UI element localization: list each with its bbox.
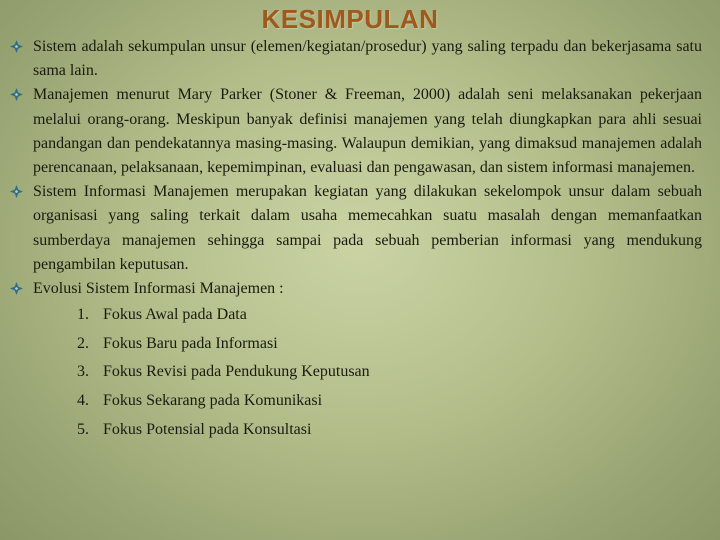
bullet-item	[10, 35, 702, 83]
list-item	[10, 387, 702, 416]
list-item	[10, 358, 702, 387]
list-number: 2.	[77, 334, 89, 352]
list-item	[10, 301, 702, 330]
slide-content	[10, 35, 702, 444]
diamond-bullet-icon	[10, 88, 23, 101]
list-text: Fokus Baru pada Informasi	[103, 334, 278, 352]
slide-title: KESIMPULAN	[261, 4, 439, 34]
list-text: Fokus Revisi pada Pendukung Keputusan	[103, 363, 370, 381]
list-number: 4.	[77, 392, 89, 410]
list-text: Fokus Awal pada Data	[103, 306, 247, 324]
list-text: Fokus Sekarang pada Komunikasi	[103, 392, 323, 410]
bullet-text: Sistem Informasi Manajemen merupakan kegiatan yang dilakukan sekelompok unsur dalam sebuah organisasi yang saling terkait dalam usaha memecahkan suatu masalah dengan memanfaatkan sumberdaya manajemen sehingga sampai pada sebuah pemberian informasi yang mendukung pengambilan keputusan.	[33, 183, 702, 273]
list-item	[10, 330, 702, 359]
list-item	[10, 416, 702, 445]
bullet-text: Evolusi Sistem Informasi Manajemen :	[33, 280, 284, 298]
diamond-bullet-icon	[10, 40, 23, 53]
list-number: 5.	[77, 420, 89, 438]
list-number: 1.	[77, 306, 89, 324]
bullet-item	[10, 180, 702, 277]
bullet-item	[10, 83, 702, 180]
bullet-item	[10, 277, 702, 301]
list-number: 3.	[77, 363, 89, 381]
bullet-text: Manajemen menurut Mary Parker (Stoner & Freeman, 2000) adalah seni melaksanakan pekerjaan melalui orang-orang. Meskipun banyak definisi manajemen yang telah diungkapkan para ahli sesuai pandangan dan pendekatannya masing-masing. Walaupun demikian, yang dimaksud manajemen adalah perencanaan, pelaksanaan, kepemimpinan, evaluasi dan pengawasan, dan sistem informasi manajemen.	[33, 86, 702, 177]
list-text: Fokus Potensial pada Konsultasi	[103, 420, 312, 438]
evolution-list	[10, 301, 702, 444]
diamond-bullet-icon	[10, 282, 23, 295]
diamond-bullet-icon	[10, 185, 23, 198]
bullet-text: Sistem adalah sekumpulan unsur (elemen/kegiatan/prosedur) yang saling terpadu dan bekerjasama satu sama lain.	[33, 38, 702, 80]
